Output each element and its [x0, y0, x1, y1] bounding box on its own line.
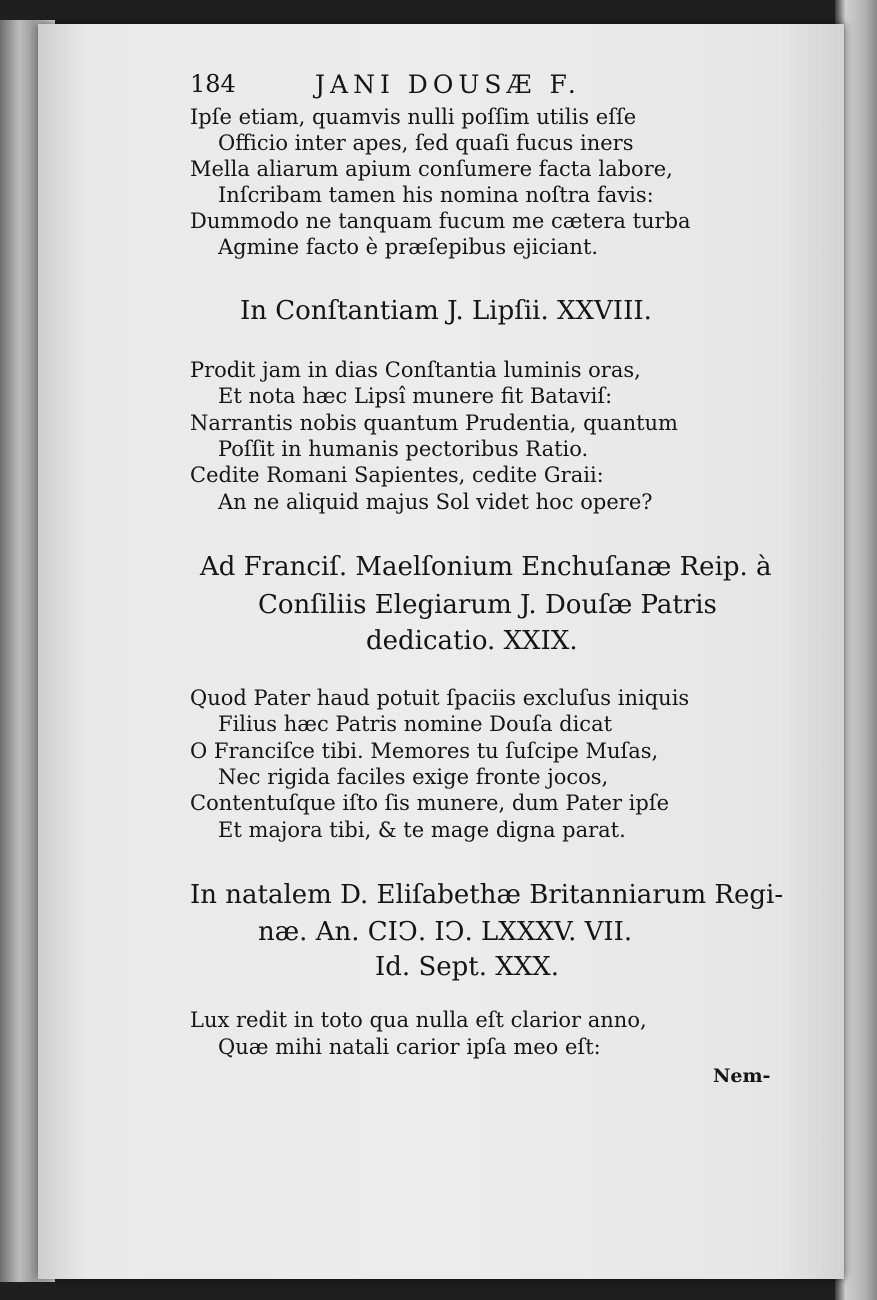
verse-line: Prodit jam in dias Conſtantia luminis oras, — [190, 358, 641, 382]
verse-line: Poſſit in humanis pectoribus Ratio. — [218, 437, 589, 461]
verse-line: Filius hæc Patris nomine Douſa dicat — [218, 712, 613, 736]
section-heading-29: Conſiliis Elegiarum J. Douſæ Patris — [258, 590, 717, 620]
verse-line: Contentuſque iſto ſis munere, dum Pater ipſe — [190, 791, 670, 815]
verse-line: Inſcribam tamen his nomina noſtra favis: — [218, 183, 654, 207]
verse-line: Dummodo ne tanquam fucum me cætera turba — [190, 209, 691, 233]
verse-line: Agmine facto è præſepibus ejiciant. — [218, 235, 599, 259]
section-heading-30: næ. An. CIↃ. IↃ. LXXXV. VII. — [258, 917, 633, 947]
verse-line: Et majora tibi, & te mage digna parat. — [218, 818, 626, 842]
verse-line: Ipſe etiam, quamvis nulli poſſim utilis eſſe — [190, 105, 637, 129]
verse-line: Narrantis nobis quantum Prudentia, quantum — [190, 411, 678, 435]
verse-line: O Franciſce tibi. Memores tu ſuſcipe Muſas, — [190, 739, 659, 763]
section-heading-29: dedicatio. XXIX. — [366, 626, 578, 656]
section-heading-30: Id. Sept. XXX. — [375, 952, 560, 982]
verse-line: Lux redit in toto qua nulla eſt clarior anno, — [190, 1008, 647, 1032]
verse-line: Cedite Romani Sapientes, cedite Graii: — [190, 463, 604, 487]
section-heading-29: Ad Franciſ. Maelſonium Enchuſanæ Reip. à — [200, 552, 772, 582]
verse-line: An ne aliquid majus Sol videt hoc opere? — [218, 490, 653, 514]
catchword: Nem- — [713, 1065, 771, 1087]
section-heading-30: In natalem D. Eliſabethæ Britanniarum Regi- — [190, 880, 784, 910]
running-head: JANI DOUSÆ F. — [315, 70, 581, 99]
verse-line: Mella aliarum apium conſumere facta labore, — [190, 157, 673, 181]
verse-line: Quod Pater haud potuit ſpaciis excluſus iniquis — [190, 686, 690, 710]
verse-line: Quæ mihi natali carior ipſa meo eſt: — [218, 1035, 601, 1059]
verse-line: Officio inter apes, ſed quaſi fucus iners — [218, 131, 634, 155]
verse-line: Nec rigida faciles exige fronte jocos, — [218, 765, 609, 789]
verse-line: Et nota hæc Lipsî munere fit Bataviſ: — [218, 384, 613, 408]
section-heading-28: In Conſtantiam J. Lipſii. XXVIII. — [240, 296, 652, 326]
page-number: 184 — [190, 70, 236, 98]
